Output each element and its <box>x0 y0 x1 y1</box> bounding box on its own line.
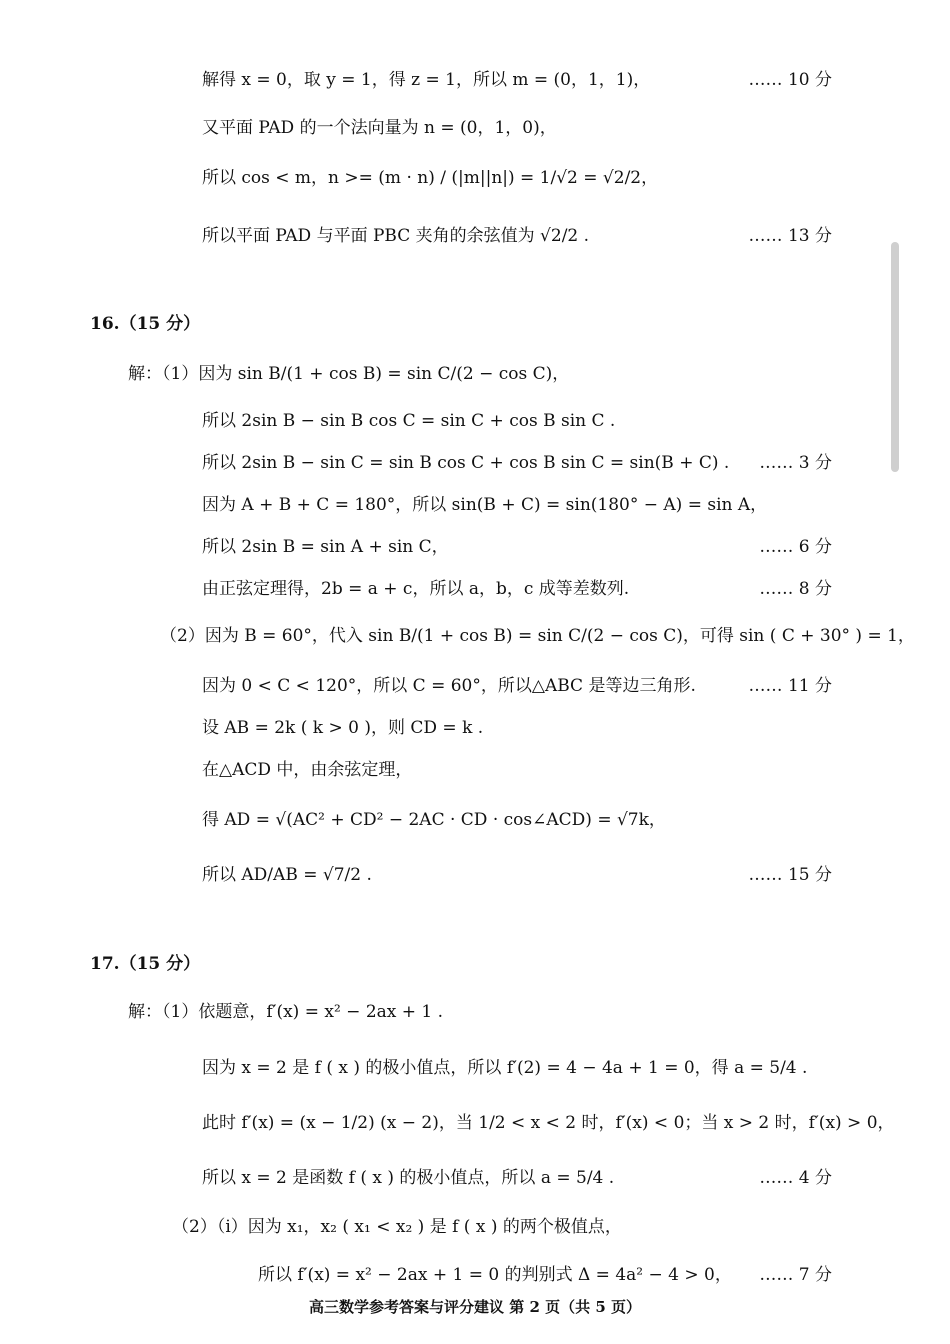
solution-line: 所以 f′(x) = x² − 2ax + 1 = 0 的判别式 Δ = 4a² − 4 > 0， <box>258 1265 732 1285</box>
solution-line: 所以 2sin B − sin B cos C = sin C + cos B sin C . <box>202 411 616 431</box>
solution-line: 所以 cos < m，n >= (m · n) / (|m||n|) = 1/√2 = √2/2， <box>202 168 659 188</box>
score-marker: …… 4 分 <box>759 1168 832 1188</box>
solution-line: 因为 x = 2 是 f ( x ) 的极小值点，所以 f′(2) = 4 − 4a + 1 = 0，得 a = 5/4 . <box>202 1058 808 1078</box>
solution-line: 此时 f′(x) = (x − 1/2) (x − 2)，当 1/2 < x < 2 时，f′(x) < 0；当 x > 2 时，f′(x) > 0， <box>202 1113 895 1133</box>
solution-line: 得 AD = √(AC² + CD² − 2AC · CD · cos∠ACD) = √7k， <box>202 810 666 830</box>
solution-line: 解：（1）因为 sin B/(1 + cos B) = sin C/(2 − cos C)， <box>128 364 570 384</box>
solution-line: 解：（1）依题意，f′(x) = x² − 2ax + 1 . <box>128 1002 444 1022</box>
page-footer: 高三数学参考答案与评分建议 第 2 页（共 5 页） <box>309 1298 641 1316</box>
solution-line: （2）（ⅰ）因为 x₁，x₂ ( x₁ < x₂ ) 是 f ( x ) 的两个极值点， <box>172 1217 622 1237</box>
score-marker: …… 7 分 <box>759 1265 832 1285</box>
solution-line: 设 AB = 2k ( k > 0 )，则 CD = k . <box>202 718 484 738</box>
solution-line: 所以平面 PAD 与平面 PBC 夹角的余弦值为 √2/2 . <box>202 226 590 246</box>
score-marker: …… 3 分 <box>759 453 832 473</box>
solution-line: 因为 A + B + C = 180°，所以 sin(B + C) = sin(180° − A) = sin A， <box>202 495 768 515</box>
score-marker: …… 11 分 <box>748 676 832 696</box>
problem-heading: 17.（15 分） <box>90 954 201 974</box>
scrollbar-thumb[interactable] <box>891 242 899 472</box>
problem-heading: 16.（15 分） <box>90 314 201 334</box>
solution-line: 在△ACD 中，由余弦定理， <box>202 760 413 780</box>
solution-line: 又平面 PAD 的一个法向量为 n = (0，1，0)， <box>202 118 557 138</box>
solution-line: 解得 x = 0，取 y = 1，得 z = 1，所以 m = (0，1，1)， <box>202 70 651 90</box>
solution-line: 所以 2sin B = sin A + sin C， <box>202 537 449 557</box>
score-marker: …… 15 分 <box>748 865 832 885</box>
solution-line: 所以 2sin B − sin C = sin B cos C + cos B sin C = sin(B + C) . <box>202 453 730 473</box>
solution-line: 因为 0 < C < 120°，所以 C = 60°，所以△ABC 是等边三角形. <box>202 676 696 696</box>
score-marker: …… 8 分 <box>759 579 832 599</box>
solution-line: 由正弦定理得，2b = a + c，所以 a，b，c 成等差数列. <box>202 579 630 599</box>
score-marker: …… 13 分 <box>748 226 832 246</box>
score-marker: …… 6 分 <box>759 537 832 557</box>
solution-line: （2）因为 B = 60°，代入 sin B/(1 + cos B) = sin C/(2 − cos C)，可得 sin ( C + 30° ) = 1， <box>160 626 915 646</box>
solution-line: 所以 x = 2 是函数 f ( x ) 的极小值点，所以 a = 5/4 . <box>202 1168 615 1188</box>
solution-line: 所以 AD/AB = √7/2 . <box>202 865 372 885</box>
score-marker: …… 10 分 <box>748 70 832 90</box>
